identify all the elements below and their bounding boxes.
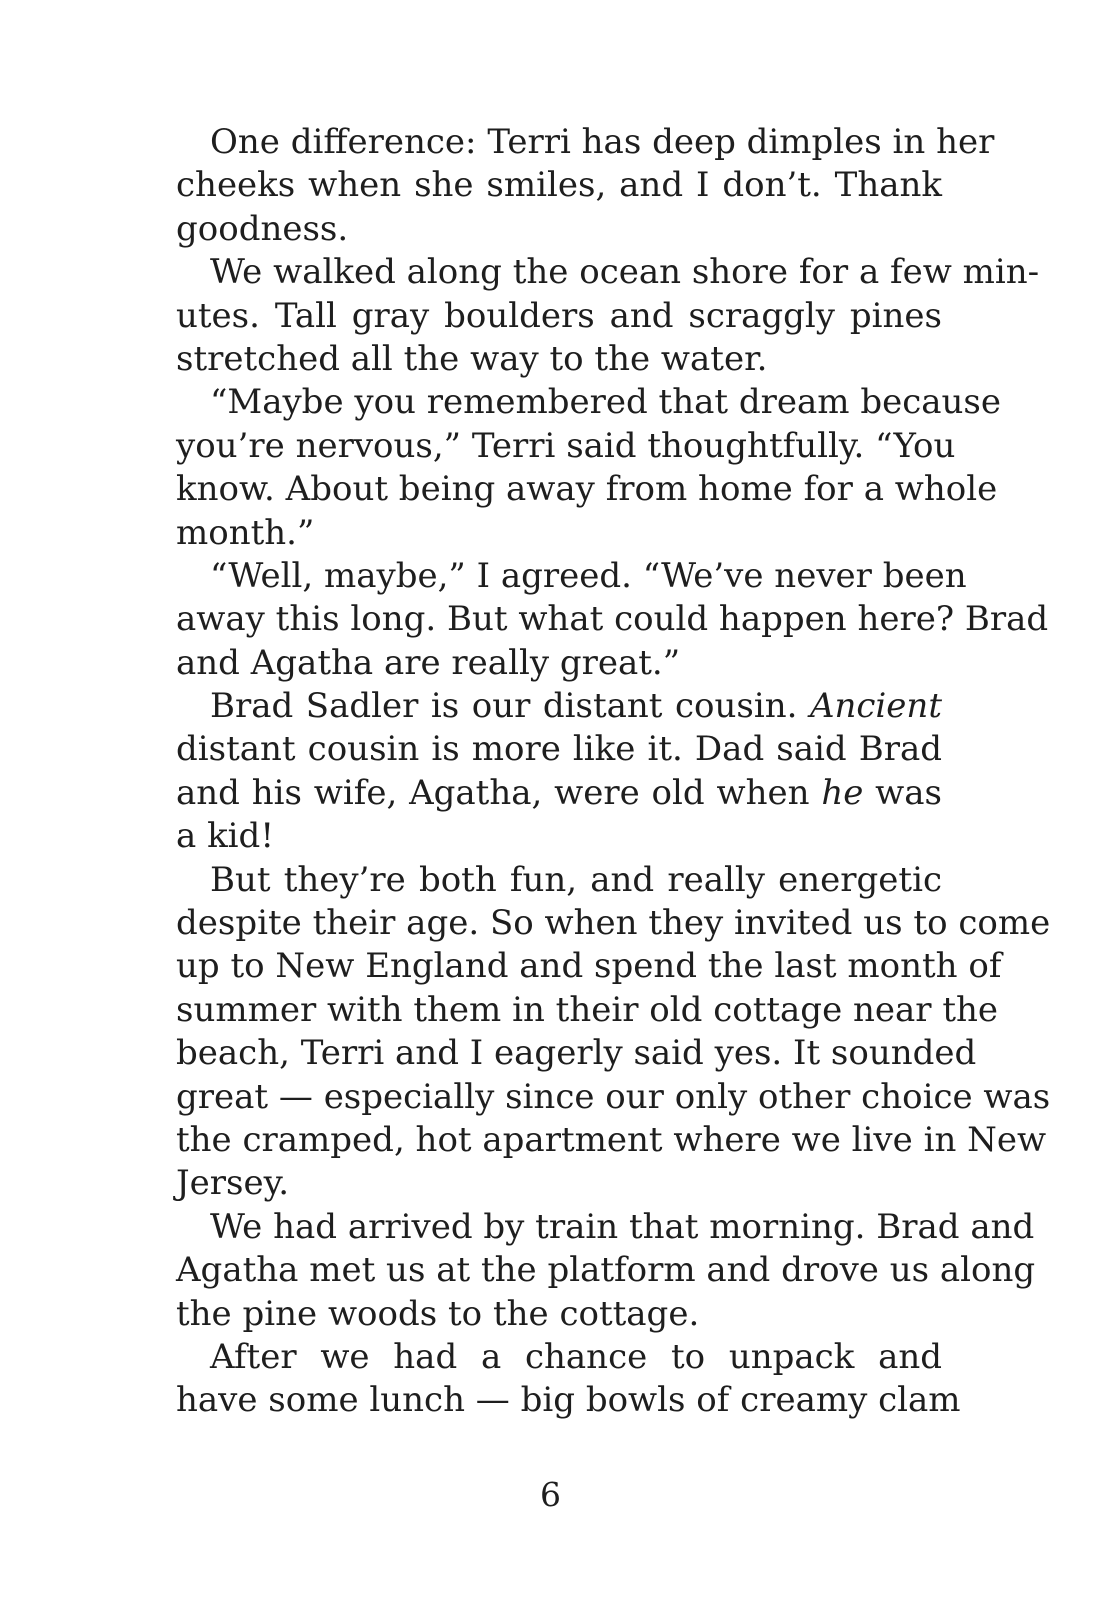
text-segment: away this long. But what could happen here? Brad — [176, 599, 1049, 640]
text-line — [176, 1032, 977, 1075]
text-segment: month.” — [176, 512, 315, 553]
text-line — [176, 728, 942, 771]
text-segment: Agatha met us at the platform and drove us along — [176, 1250, 1036, 1291]
paragraph — [176, 1336, 961, 1423]
text-segment: Jersey. — [176, 1163, 290, 1204]
text-line — [176, 164, 942, 207]
page-number: 6 — [540, 1475, 561, 1514]
text-segment: We had arrived by train that morning. Brad and — [210, 1206, 1035, 1247]
text-segment: a kid! — [176, 816, 274, 857]
text-segment: goodness. — [176, 208, 349, 249]
text-segment: distant cousin is more like it. Dad said Brad — [176, 729, 942, 770]
text-line — [176, 338, 942, 381]
text-line — [176, 295, 942, 338]
text-line — [176, 1162, 942, 1205]
page-body-text — [176, 121, 1051, 1423]
text-line — [176, 1119, 1047, 1162]
text-segment: up to New England and spend the last month of — [176, 946, 1002, 987]
text-line — [176, 815, 942, 858]
text-line — [176, 555, 967, 598]
text-segment: was — [863, 772, 942, 813]
text-segment: “Maybe you remembered that dream because — [210, 382, 1001, 423]
text-line — [176, 772, 942, 815]
text-segment: Brad Sadler is our distant cousin. — [210, 686, 810, 727]
text-segment: beach, Terri and I eagerly said yes. It sounded — [176, 1033, 977, 1074]
text-line — [176, 1293, 942, 1336]
text-line — [176, 1379, 961, 1422]
italic-text: Ancient — [809, 686, 942, 727]
text-segment: know. About being away from home for a whole — [176, 469, 998, 510]
paragraph — [176, 859, 1051, 1206]
text-line — [176, 468, 998, 511]
text-segment: After we had a chance to unpack and — [210, 1336, 942, 1377]
italic-text: he — [821, 772, 864, 813]
text-segment: have some lunch — big bowls of creamy clam — [176, 1380, 961, 1421]
text-segment: despite their age. So when they invited us to come — [176, 903, 1051, 944]
text-line — [176, 945, 1002, 988]
text-segment: One difference: Terri has deep dimples in her — [210, 122, 995, 162]
paragraph — [176, 1206, 1036, 1336]
text-line — [176, 1249, 1036, 1292]
text-segment: summer with them in their old cottage near the — [176, 989, 999, 1030]
text-segment: “Well, maybe,” I agreed. “We’ve never been — [210, 555, 967, 596]
text-line — [176, 598, 1049, 641]
text-line — [176, 208, 942, 251]
text-segment: stretched all the way to the water. — [176, 338, 768, 379]
text-line — [176, 1336, 942, 1379]
text-line — [176, 1206, 1035, 1249]
paragraph — [176, 121, 995, 251]
text-line — [176, 381, 1001, 424]
text-line — [176, 902, 1051, 945]
text-line — [176, 425, 956, 468]
text-segment: cheeks when she smiles, and I don’t. Thank — [176, 165, 942, 206]
paragraph — [176, 251, 1040, 381]
text-segment: We walked along the ocean shore for a few min- — [210, 252, 1040, 293]
paragraph — [176, 381, 1001, 555]
text-line — [176, 251, 1040, 294]
text-line — [176, 859, 942, 902]
text-segment: and his wife, Agatha, were old when — [176, 772, 822, 813]
paragraph — [176, 555, 1049, 685]
text-line — [176, 989, 999, 1032]
text-segment: the pine woods to the cottage. — [176, 1293, 700, 1334]
paragraph — [176, 685, 942, 859]
text-line — [176, 642, 942, 685]
text-segment: you’re nervous,” Terri said thoughtfully. “You — [176, 425, 956, 466]
text-segment: great — especially since our only other choice was — [176, 1076, 1051, 1117]
text-line — [176, 685, 942, 728]
text-segment: But they’re both fun, and really energetic — [210, 859, 942, 900]
text-segment: utes. Tall gray boulders and scraggly pines — [176, 295, 942, 336]
text-line — [176, 512, 942, 555]
text-line — [176, 121, 995, 164]
text-segment: and Agatha are really great.” — [176, 642, 681, 683]
text-segment: the cramped, hot apartment where we live in New — [176, 1119, 1047, 1160]
text-line — [176, 1076, 1051, 1119]
